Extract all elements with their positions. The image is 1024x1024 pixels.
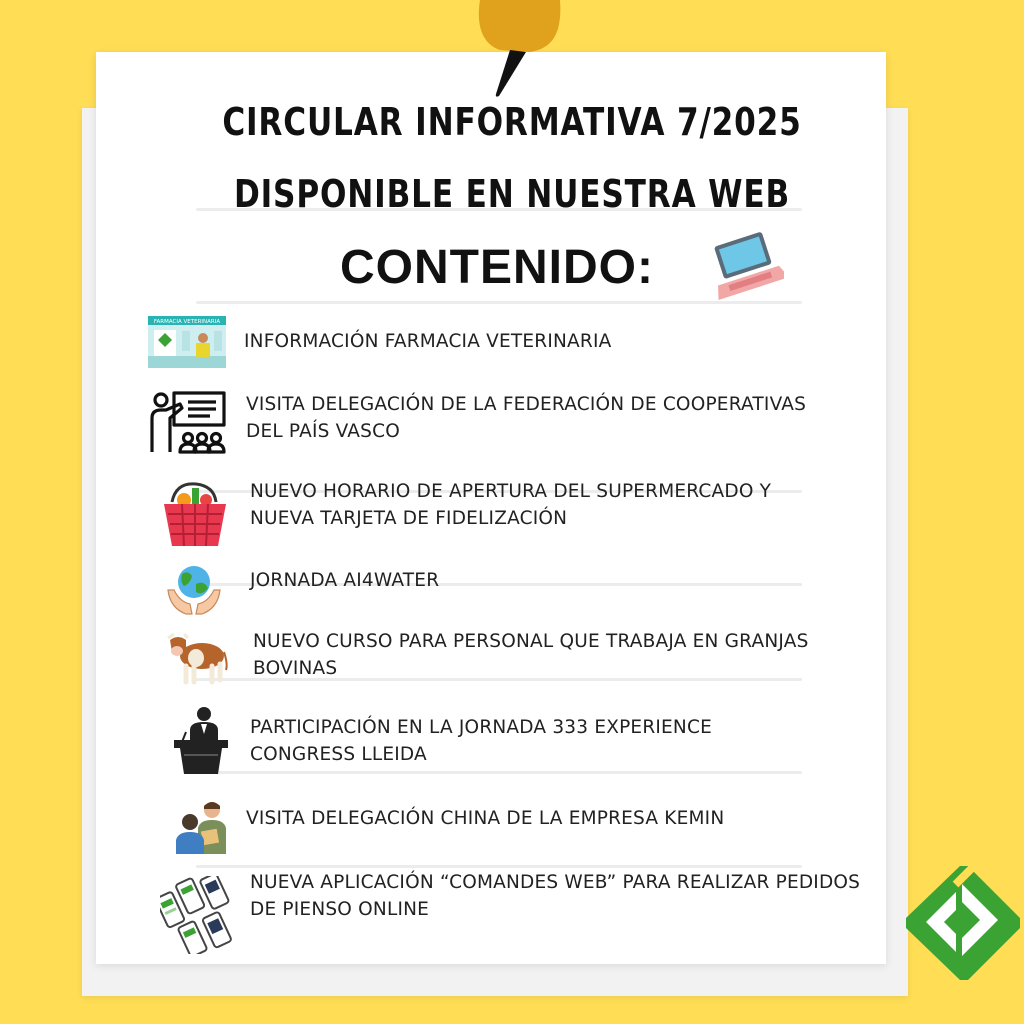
- item-3-text: [250, 478, 771, 532]
- item-2-line-1: VISITA DELEGACIÓN DE LA FEDERACIÓN DE COOPERATIVAS: [246, 394, 807, 415]
- item-8-text: [250, 869, 860, 923]
- item-6-text: [250, 714, 712, 768]
- item-5-line-2: BOVINAS: [253, 658, 338, 679]
- ruled-line: [196, 771, 802, 774]
- globe-hands-icon: [166, 564, 222, 616]
- item-2-text: [246, 391, 806, 445]
- smartphones-icon: [160, 876, 238, 954]
- item-3-line-1: NUEVO HORARIO DE APERTURA DEL SUPERMERCADO Y: [250, 481, 772, 502]
- item-1-line-1: INFORMACIÓN FARMACIA VETERINARIA: [244, 331, 612, 352]
- cow-icon: [166, 630, 228, 686]
- item-8-line-1: NUEVA APLICACIÓN “COMANDES WEB” PARA REALIZAR PEDIDOS: [250, 872, 861, 893]
- item-6-line-2: CONGRESS LLEIDA: [250, 744, 427, 765]
- speaker-podium-icon: [172, 706, 230, 776]
- item-7-line-1: VISITA DELEGACIÓN CHINA DE LA EMPRESA KEMIN: [246, 808, 725, 829]
- item-8-line-2: DE PIENSO ONLINE: [250, 899, 430, 920]
- pushpin-icon: [470, 0, 570, 100]
- presentation-icon: [148, 390, 228, 456]
- item-4-line-1: JORNADA AI4WATER: [250, 570, 440, 591]
- item-1-text: [244, 328, 611, 355]
- item-4-text: [250, 567, 439, 594]
- item-2-line-2: DEL PAÍS VASCO: [246, 421, 400, 442]
- item-7-text: [246, 805, 724, 832]
- availability-subtitle: DISPONIBLE EN NUESTRA WEB: [233, 172, 791, 216]
- people-meeting-icon: [174, 798, 230, 854]
- shopping-basket-icon: [162, 480, 228, 550]
- cooperative-logo: [902, 862, 1024, 984]
- item-6-line-1: PARTICIPACIÓN EN LA JORNADA 333 EXPERIENCE: [250, 717, 712, 738]
- pharmacy-sign-text: FARMACIA VETERINARIA: [153, 319, 221, 325]
- pharmacy-icon: [148, 316, 226, 368]
- circular-title: CIRCULAR INFORMATIVA 7/2025: [222, 100, 802, 144]
- contents-heading: CONTENIDO:: [340, 241, 654, 294]
- item-3-line-2: NUEVA TARJETA DE FIDELIZACIÓN: [250, 508, 568, 529]
- item-5-text: [253, 628, 809, 682]
- laptop-icon: [708, 232, 784, 304]
- item-5-line-1: NUEVO CURSO PARA PERSONAL QUE TRABAJA EN GRANJAS: [253, 631, 809, 652]
- ruled-line: [196, 865, 802, 868]
